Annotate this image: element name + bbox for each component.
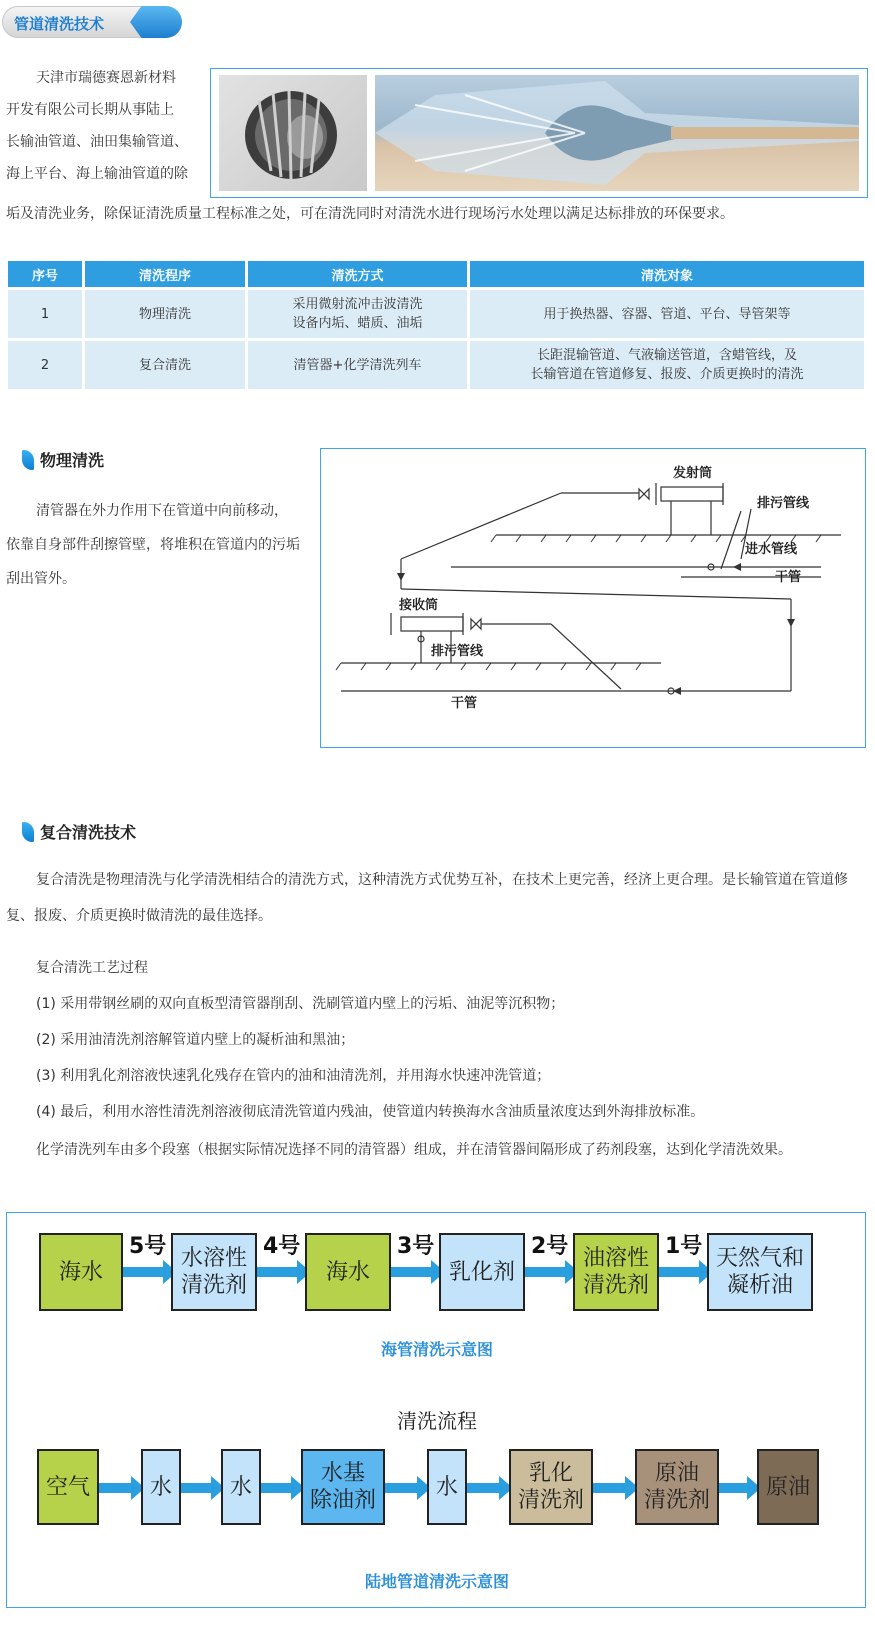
cleaning-table bbox=[5, 258, 867, 392]
table-cell: 采用微射流冲击波清洗 设备内垢、蜡质、油垢 bbox=[248, 290, 467, 338]
flow-box-water: 水 bbox=[221, 1449, 261, 1525]
process-steps bbox=[36, 950, 866, 1130]
table-header-cell: 清洗方式 bbox=[248, 261, 467, 287]
intro-text-left bbox=[6, 62, 211, 190]
flow-box-water-based-degreaser: 水基 除油剂 bbox=[301, 1449, 385, 1525]
table-cell: 用于换热器、容器、管道、平台、导管架等 bbox=[470, 290, 864, 338]
table-row bbox=[8, 290, 864, 338]
flow-number: 4号 bbox=[263, 1234, 301, 1259]
flow-box-water: 水 bbox=[427, 1449, 467, 1525]
flow-box-water: 水 bbox=[141, 1449, 181, 1525]
intro-line: 天津市瑞德赛恩新材料 bbox=[36, 70, 176, 86]
pipeline-pig-photo bbox=[219, 75, 367, 191]
label-drain-bottom: 排污管线 bbox=[431, 644, 484, 659]
flow-box-crude-oil-cleaner: 原油 清洗剂 bbox=[635, 1449, 719, 1525]
sea-pipeline-caption: 海管清洗示意图 bbox=[380, 1340, 493, 1359]
intro-line-full: 垢及清洗业务，除保证清洗质量工程标准之处，可在清洗同时对清洗水进行现场污水处理以满足达标排放的环保要求。 bbox=[6, 206, 734, 222]
process-step: (2) 采用油清洗剂溶解管道内壁上的凝析油和黑油； bbox=[36, 1032, 355, 1048]
flow-arrow bbox=[391, 1267, 433, 1277]
flow-diagram-frame bbox=[6, 1212, 866, 1608]
flow-box-gas-condensate: 天然气和 凝析油 bbox=[707, 1233, 813, 1311]
flow-arrow bbox=[257, 1267, 299, 1277]
table-cell: 复合清洗 bbox=[85, 341, 245, 389]
intro-line: 开发有限公司长期从事陆上 bbox=[6, 102, 174, 118]
flow-number: 1号 bbox=[665, 1234, 703, 1259]
section-header-tab bbox=[2, 6, 182, 38]
label-inlet: 进水管线 bbox=[745, 542, 798, 557]
flow-arrow bbox=[261, 1483, 293, 1493]
flow-title: 清洗流程 bbox=[397, 1409, 477, 1433]
table-row bbox=[8, 341, 864, 389]
composite-section-title bbox=[22, 820, 136, 843]
table-header-row bbox=[8, 261, 864, 287]
label-trunk-bottom: 干管 bbox=[451, 696, 478, 711]
flow-box-seawater: 海水 bbox=[305, 1233, 391, 1311]
pigging-diagram bbox=[320, 448, 866, 748]
flow-box-crude-oil: 原油 bbox=[757, 1449, 819, 1525]
flow-box-air: 空气 bbox=[37, 1449, 99, 1525]
process-step: (1) 采用带钢丝刷的双向直板型清管器削刮、洗刷管道内壁上的污垢、油泥等沉积物； bbox=[36, 996, 565, 1012]
label-drain-top: 排污管线 bbox=[757, 496, 810, 511]
label-receiver: 接收筒 bbox=[399, 598, 439, 613]
composite-title-text: 复合清洗技术 bbox=[40, 823, 137, 842]
leaf-icon bbox=[22, 822, 34, 842]
pig-image-frame bbox=[210, 68, 868, 198]
table-header-cell: 序号 bbox=[8, 261, 82, 287]
flow-box-emulsifier: 乳化剂 bbox=[439, 1233, 525, 1311]
process-step: (3) 利用乳化剂溶液快速乳化残存在管内的油和油清洗剂，并用海水快速冲洗管道； bbox=[36, 1068, 551, 1084]
land-pipeline-caption: 陆地管道清洗示意图 bbox=[364, 1572, 509, 1591]
label-launcher: 发射筒 bbox=[673, 466, 713, 481]
flow-arrow bbox=[525, 1267, 567, 1277]
intro-line: 海上平台、海上输油管道的除 bbox=[6, 166, 188, 182]
physical-title-text: 物理清洗 bbox=[40, 451, 105, 470]
table-cell: 清管器+化学清洗列车 bbox=[248, 341, 467, 389]
table-cell: 2 bbox=[8, 341, 82, 389]
flow-arrow bbox=[467, 1483, 501, 1493]
table-header-cell: 清洗对象 bbox=[470, 261, 864, 287]
table-cell: 1 bbox=[8, 290, 82, 338]
page-title: 管道清洗技术 bbox=[14, 15, 105, 33]
flow-arrow bbox=[99, 1483, 133, 1493]
physical-section-title bbox=[22, 448, 104, 471]
flow-box-water-soluble-cleaner: 水溶性 清洗剂 bbox=[171, 1233, 257, 1311]
flow-arrow bbox=[385, 1483, 419, 1493]
flow-arrow bbox=[123, 1267, 165, 1277]
flow-arrow bbox=[181, 1483, 213, 1493]
leaf-icon bbox=[22, 450, 34, 470]
flow-number: 5号 bbox=[129, 1234, 167, 1259]
process-note: 化学清洗列车由多个段塞（根据实际情况选择不同的清管器）组成，并在清管器间隔形成了药剂段塞，达到化学清洗效果。 bbox=[36, 1142, 792, 1158]
process-title: 复合清洗工艺过程 bbox=[36, 960, 148, 976]
flow-arrow bbox=[719, 1483, 749, 1493]
intro-line: 长输油管道、油田集输管道、 bbox=[6, 134, 188, 150]
flow-number: 3号 bbox=[397, 1234, 435, 1259]
pipe-cleaning-photo bbox=[375, 75, 859, 191]
flow-box-emulsion-cleaner: 乳化 清洗剂 bbox=[509, 1449, 593, 1525]
flow-number: 2号 bbox=[531, 1234, 569, 1259]
composite-description: 复合清洗是物理清洗与化学清洗相结合的清洗方式，这种清洗方式优势互补，在技术上更完善，经济上更合理。是长输管道在管道修复、报废、介质更换时做清洗的最佳选择。 bbox=[6, 872, 848, 924]
table-header-cell: 清洗程序 bbox=[85, 261, 245, 287]
flow-arrow bbox=[659, 1267, 701, 1277]
flow-arrow bbox=[593, 1483, 627, 1493]
flow-box-seawater: 海水 bbox=[39, 1233, 123, 1311]
flow-box-oil-soluble-cleaner: 油溶性 清洗剂 bbox=[573, 1233, 659, 1311]
table-cell: 长距混输管道、气液输送管道，含蜡管线，及 长输管道在管道修复、报废、介质更换时的清洗 bbox=[470, 341, 864, 389]
table-cell: 物理清洗 bbox=[85, 290, 245, 338]
label-trunk-right: 干管 bbox=[775, 570, 802, 585]
process-step: (4) 最后，利用水溶性清洗剂溶液彻底清洗管道内残油，使管道内转换海水含油质量浓度达到外海排放标准。 bbox=[36, 1104, 705, 1120]
physical-description: 清管器在外力作用下在管道中向前移动，依靠自身部件刮擦管壁，将堆积在管道内的污垢刮出管外。 bbox=[6, 503, 300, 587]
